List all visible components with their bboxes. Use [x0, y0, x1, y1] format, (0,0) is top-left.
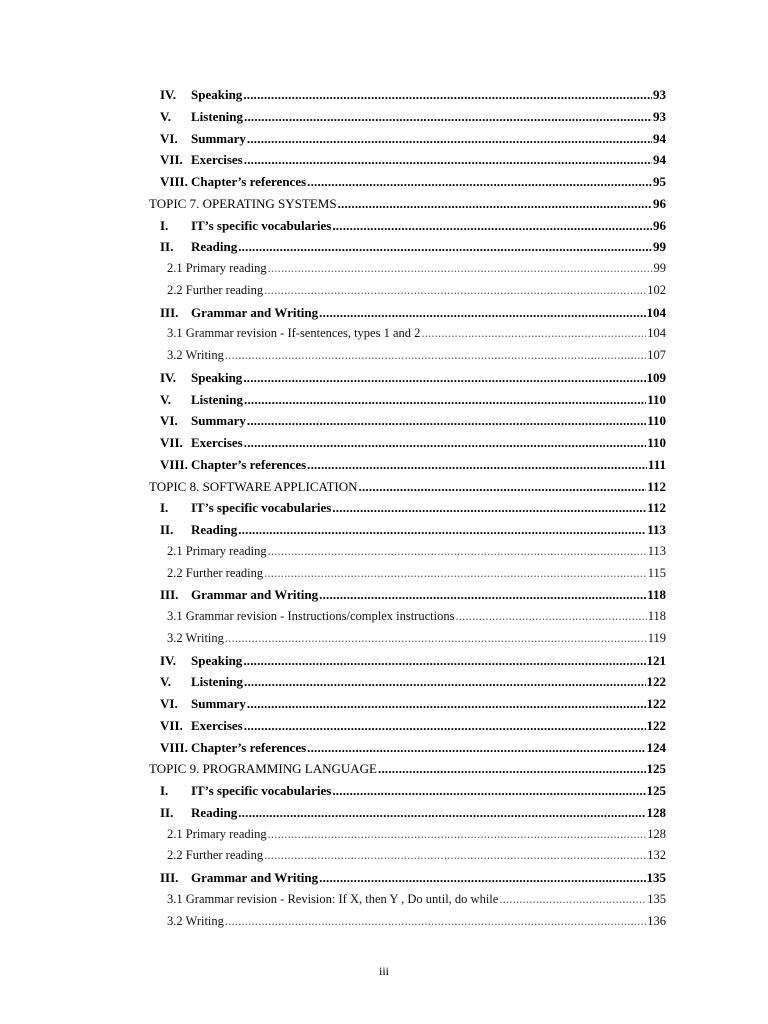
toc-page-number: 110: [647, 391, 666, 407]
toc-entry-section[interactable]: [0, 454, 666, 476]
toc-entry-title: Chapter’s references: [191, 174, 307, 189]
toc-page-number: 94: [653, 130, 666, 146]
toc-entry-title: Speaking: [191, 369, 243, 385]
toc-page-number: 110: [647, 435, 666, 450]
toc-entry-sub[interactable]: [0, 345, 666, 367]
toc-dot-leader: [264, 567, 647, 580]
toc-roman-numeral: I.: [160, 500, 169, 516]
toc-entry-label: [167, 323, 420, 345]
toc-entry-sub[interactable]: [0, 606, 666, 628]
toc-roman-numeral: II.: [160, 522, 174, 537]
toc-dot-leader: [307, 175, 652, 188]
toc-dot-leader: [338, 197, 652, 210]
toc-page-number: 99: [653, 239, 666, 255]
toc-entry-label: [160, 149, 243, 171]
toc-dot-leader: [319, 588, 646, 601]
toc-dot-leader: [244, 393, 646, 406]
toc-page-number: 135: [647, 891, 666, 906]
toc-entry-title: Reading: [191, 239, 238, 255]
toc-dot-leader: [244, 675, 645, 688]
toc-entry-title: Reading: [191, 522, 238, 537]
toc-entry-label: [160, 389, 243, 411]
toc-entry-sub[interactable]: [0, 889, 666, 911]
toc-roman-numeral: V.: [160, 108, 171, 124]
toc-entry-title: Exercises: [191, 435, 243, 450]
toc-roman-numeral: VI.: [160, 696, 178, 711]
page-number: iii: [378, 964, 389, 978]
toc-roman-numeral: VIII.: [160, 456, 188, 472]
toc-entry-sub[interactable]: [0, 541, 666, 563]
toc-entry-title: Summary: [191, 696, 246, 711]
toc-entry-label: [160, 171, 306, 193]
toc-entry-sub[interactable]: [0, 323, 666, 345]
toc-entry-title: TOPIC 9. PROGRAMMING LANGUAGE: [149, 761, 377, 777]
toc-dot-leader: [247, 414, 646, 427]
toc-dot-leader: [332, 219, 652, 232]
toc-entry-section[interactable]: [0, 497, 666, 519]
toc-entry-section[interactable]: [0, 650, 666, 672]
toc-page-number: 93: [653, 87, 666, 102]
toc-page-number: 96: [653, 217, 666, 233]
toc-entry-title: Grammar and Writing: [191, 587, 319, 603]
toc-roman-numeral: I.: [160, 783, 169, 798]
toc-page-number: 107: [647, 348, 666, 362]
toc-roman-numeral: I.: [160, 217, 169, 233]
toc-page-number: 128: [646, 804, 666, 820]
toc-page-number: 122: [646, 696, 666, 711]
toc-entry-label: [160, 671, 243, 693]
toc-roman-numeral: IV.: [160, 369, 177, 385]
toc-dot-leader: [307, 741, 645, 754]
toc-entry-title: 3.2 Writing: [167, 348, 224, 362]
toc-entry-label: [167, 541, 267, 563]
toc-entry-label: [167, 845, 263, 867]
toc-entry-label: [160, 867, 318, 889]
toc-entry-section[interactable]: [0, 215, 666, 237]
toc-entry-section[interactable]: [0, 432, 666, 454]
toc-page-number: 121: [646, 652, 666, 668]
toc-page-number: 112: [647, 500, 666, 516]
toc-roman-numeral: VIII.: [160, 739, 188, 755]
toc-page-number: 118: [647, 587, 666, 603]
toc-entry-section[interactable]: [0, 867, 666, 889]
toc-entry-label: [160, 650, 242, 672]
toc-roman-numeral: VII.: [160, 152, 183, 168]
toc-entry-section[interactable]: [0, 171, 666, 193]
toc-dot-leader: [243, 88, 652, 101]
toc-entry-topic[interactable]: [0, 193, 666, 215]
toc-page-number: 119: [647, 630, 666, 645]
toc-entry-title: IT’s specific vocabularies: [191, 217, 332, 233]
toc-entry-title: Chapter’s references: [191, 456, 307, 472]
toc-entry-title: 3.1 Grammar revision - If-sentences, types 1 and 2: [167, 326, 421, 341]
toc-page-number: 111: [647, 456, 666, 472]
toc-entry-sub[interactable]: [0, 280, 666, 302]
toc-entry-label: [167, 628, 224, 650]
toc-dot-leader: [264, 849, 646, 862]
toc-dot-leader: [268, 262, 653, 275]
toc-entry-title: TOPIC 7. OPERATING SYSTEMS: [149, 195, 337, 211]
toc-entry-label: [160, 584, 318, 606]
toc-dot-leader: [244, 153, 652, 166]
toc-page-number: 115: [647, 565, 666, 580]
toc-entry-label: [167, 606, 454, 628]
toc-entry-label: [160, 215, 331, 237]
toc-page-number: 96: [653, 195, 666, 211]
toc-entry-section[interactable]: [0, 149, 666, 171]
toc-entry-label: [160, 715, 243, 737]
toc-entry-label: [167, 911, 224, 933]
toc-dot-leader: [499, 893, 646, 906]
toc-page-number: 102: [647, 282, 666, 297]
toc-entry-label: [160, 497, 331, 519]
toc-entry-title: Listening: [191, 391, 244, 407]
toc-entry-title: Exercises: [191, 152, 243, 168]
toc-roman-numeral: V.: [160, 674, 171, 690]
toc-dot-leader: [268, 545, 647, 558]
toc-dot-leader: [225, 915, 646, 928]
toc-entry-title: Grammar and Writing: [191, 304, 319, 320]
toc-dot-leader: [421, 327, 646, 340]
toc-entry-section[interactable]: [0, 715, 666, 737]
toc-entry-label: [167, 824, 267, 846]
toc-page-number: 93: [653, 108, 666, 124]
toc-roman-numeral: VIII.: [160, 174, 188, 189]
toc-entry-label: [167, 889, 498, 911]
toc-entry-section[interactable]: [0, 802, 666, 824]
toc-entry-title: IT’s specific vocabularies: [191, 500, 332, 516]
toc-roman-numeral: III.: [160, 304, 179, 320]
toc-roman-numeral: VI.: [160, 130, 178, 146]
toc-entry-section[interactable]: [0, 671, 666, 693]
toc-roman-numeral: VII.: [160, 435, 183, 450]
toc-entry-label: [160, 737, 306, 759]
toc-page-number: 113: [647, 543, 666, 558]
toc-roman-numeral: II.: [160, 239, 174, 255]
toc-entry-title: 3.2 Writing: [167, 913, 224, 928]
toc-entry-title: 2.1 Primary reading: [167, 261, 267, 275]
toc-entry-label: [160, 519, 237, 541]
toc-entry-title: Speaking: [191, 652, 243, 668]
toc-entry-sub[interactable]: [0, 628, 666, 650]
toc-entry-label: [160, 367, 242, 389]
toc-entry-title: 2.1 Primary reading: [167, 826, 267, 841]
toc-entry-label: [160, 84, 242, 106]
toc-entry-section[interactable]: [0, 780, 666, 802]
toc-page-number: 104: [647, 326, 666, 341]
toc-dot-leader: [359, 480, 647, 493]
toc-page-number: 124: [646, 739, 666, 755]
toc-entry-label: [160, 780, 331, 802]
toc-entry-title: Chapter’s references: [191, 739, 307, 755]
toc-roman-numeral: VII.: [160, 717, 183, 733]
toc-page-number: 128: [647, 826, 666, 841]
toc-dot-leader: [319, 306, 645, 319]
toc-entry-title: 2.2 Further reading: [167, 565, 264, 580]
toc-entry-label: [160, 693, 246, 715]
toc-dot-leader: [244, 719, 646, 732]
toc-dot-leader: [225, 632, 647, 645]
toc-page-number: 94: [653, 152, 666, 168]
toc-entry-title: Listening: [191, 108, 244, 124]
toc-entry-title: 3.2 Writing: [167, 630, 224, 645]
toc-page-number: 132: [647, 848, 666, 863]
toc-entry-label: [167, 345, 224, 367]
toc-entry-section[interactable]: [0, 389, 666, 411]
toc-entry-label: [167, 563, 263, 585]
toc-page-number: 99: [653, 261, 666, 275]
toc-dot-leader: [455, 610, 646, 623]
toc-page-number: 125: [646, 761, 666, 777]
toc-roman-numeral: V.: [160, 391, 171, 407]
toc-entry-title: 2.2 Further reading: [167, 848, 264, 863]
toc-entry-label: [149, 758, 377, 780]
toc-entry-sub[interactable]: [0, 911, 666, 933]
toc-page-number: 112: [647, 478, 666, 494]
toc-entry-sub[interactable]: [0, 563, 666, 585]
toc-dot-leader: [319, 871, 645, 884]
toc-entry-label: [160, 432, 243, 454]
toc-dot-leader: [243, 371, 645, 384]
toc-dot-leader: [247, 132, 652, 145]
toc-entry-title: Grammar and Writing: [191, 870, 319, 885]
toc-entry-label: [160, 106, 243, 128]
toc-entry-label: [160, 302, 318, 324]
toc-dot-leader: [332, 784, 645, 797]
toc-dot-leader: [238, 806, 645, 819]
toc-entry-topic[interactable]: [0, 758, 666, 780]
toc-entry-title: TOPIC 8. SOFTWARE APPLICATION: [149, 478, 358, 494]
toc-page-number: 125: [646, 783, 666, 798]
toc-entry-section[interactable]: [0, 367, 666, 389]
toc-page-number: 122: [646, 717, 666, 733]
toc-entry-sub[interactable]: [0, 845, 666, 867]
toc-roman-numeral: VI.: [160, 413, 178, 429]
toc-entry-section[interactable]: [0, 236, 666, 258]
toc-dot-leader: [264, 284, 646, 297]
toc-dot-leader: [238, 240, 652, 253]
toc-entry-label: [160, 454, 306, 476]
toc-entry-label: [160, 410, 246, 432]
toc-entry-section[interactable]: [0, 519, 666, 541]
toc-page-number: 95: [653, 174, 666, 189]
toc-dot-leader: [238, 523, 646, 536]
toc-entry-label: [149, 193, 337, 215]
toc-roman-numeral: III.: [160, 587, 179, 603]
toc-roman-numeral: IV.: [160, 87, 177, 102]
toc-entry-label: [160, 236, 237, 258]
toc-entry-title: 3.1 Grammar revision - Revision: If X, then Y , Do until, do while: [167, 891, 499, 906]
toc-page-number: 122: [646, 674, 666, 690]
toc-entry-label: [167, 258, 267, 280]
toc-dot-leader: [247, 697, 646, 710]
toc-page-number: 135: [646, 870, 666, 885]
toc-dot-leader: [332, 501, 646, 514]
toc-entry-section[interactable]: [0, 410, 666, 432]
toc-entry-section[interactable]: [0, 584, 666, 606]
toc-roman-numeral: II.: [160, 804, 174, 820]
toc-entry-title: IT’s specific vocabularies: [191, 783, 332, 798]
toc-entry-label: [167, 280, 263, 302]
toc-entry-title: Reading: [191, 804, 238, 820]
toc-entry-section[interactable]: [0, 302, 666, 324]
toc-entry-section[interactable]: [0, 737, 666, 759]
toc-page-number: 109: [646, 369, 666, 385]
toc-entry-section[interactable]: [0, 128, 666, 150]
toc-dot-leader: [244, 110, 652, 123]
toc-entry-title: 3.1 Grammar revision - Instructions/complex instructions: [167, 609, 455, 623]
toc-entry-title: Exercises: [191, 717, 243, 733]
toc-entry-section[interactable]: [0, 84, 666, 106]
toc-entry-title: Summary: [191, 413, 246, 429]
toc-dot-leader: [307, 458, 647, 471]
toc-entry-sub[interactable]: [0, 258, 666, 280]
toc-entry-title: Summary: [191, 130, 246, 146]
toc-entry-label: [149, 476, 358, 498]
toc-dot-leader: [243, 654, 645, 667]
toc-entry-label: [160, 802, 237, 824]
toc-entry-section[interactable]: [0, 693, 666, 715]
toc-page-number: 110: [647, 413, 666, 429]
table-of-contents: [0, 84, 768, 932]
toc-page-number: 104: [646, 304, 666, 320]
toc-entry-label: [160, 128, 246, 150]
toc-roman-numeral: III.: [160, 870, 179, 885]
toc-entry-topic[interactable]: [0, 476, 666, 498]
toc-dot-leader: [378, 762, 646, 775]
toc-entry-title: Listening: [191, 674, 244, 690]
toc-dot-leader: [225, 349, 646, 362]
toc-entry-title: 2.2 Further reading: [167, 282, 264, 297]
toc-entry-sub[interactable]: [0, 824, 666, 846]
toc-roman-numeral: IV.: [160, 652, 177, 668]
toc-entry-section[interactable]: [0, 106, 666, 128]
toc-dot-leader: [244, 436, 646, 449]
toc-page-number: 136: [647, 913, 666, 928]
toc-page-number: 118: [647, 609, 666, 623]
toc-dot-leader: [268, 828, 647, 841]
toc-entry-title: Speaking: [191, 87, 243, 102]
toc-entry-title: 2.1 Primary reading: [167, 543, 267, 558]
toc-page-number: 113: [647, 522, 666, 537]
